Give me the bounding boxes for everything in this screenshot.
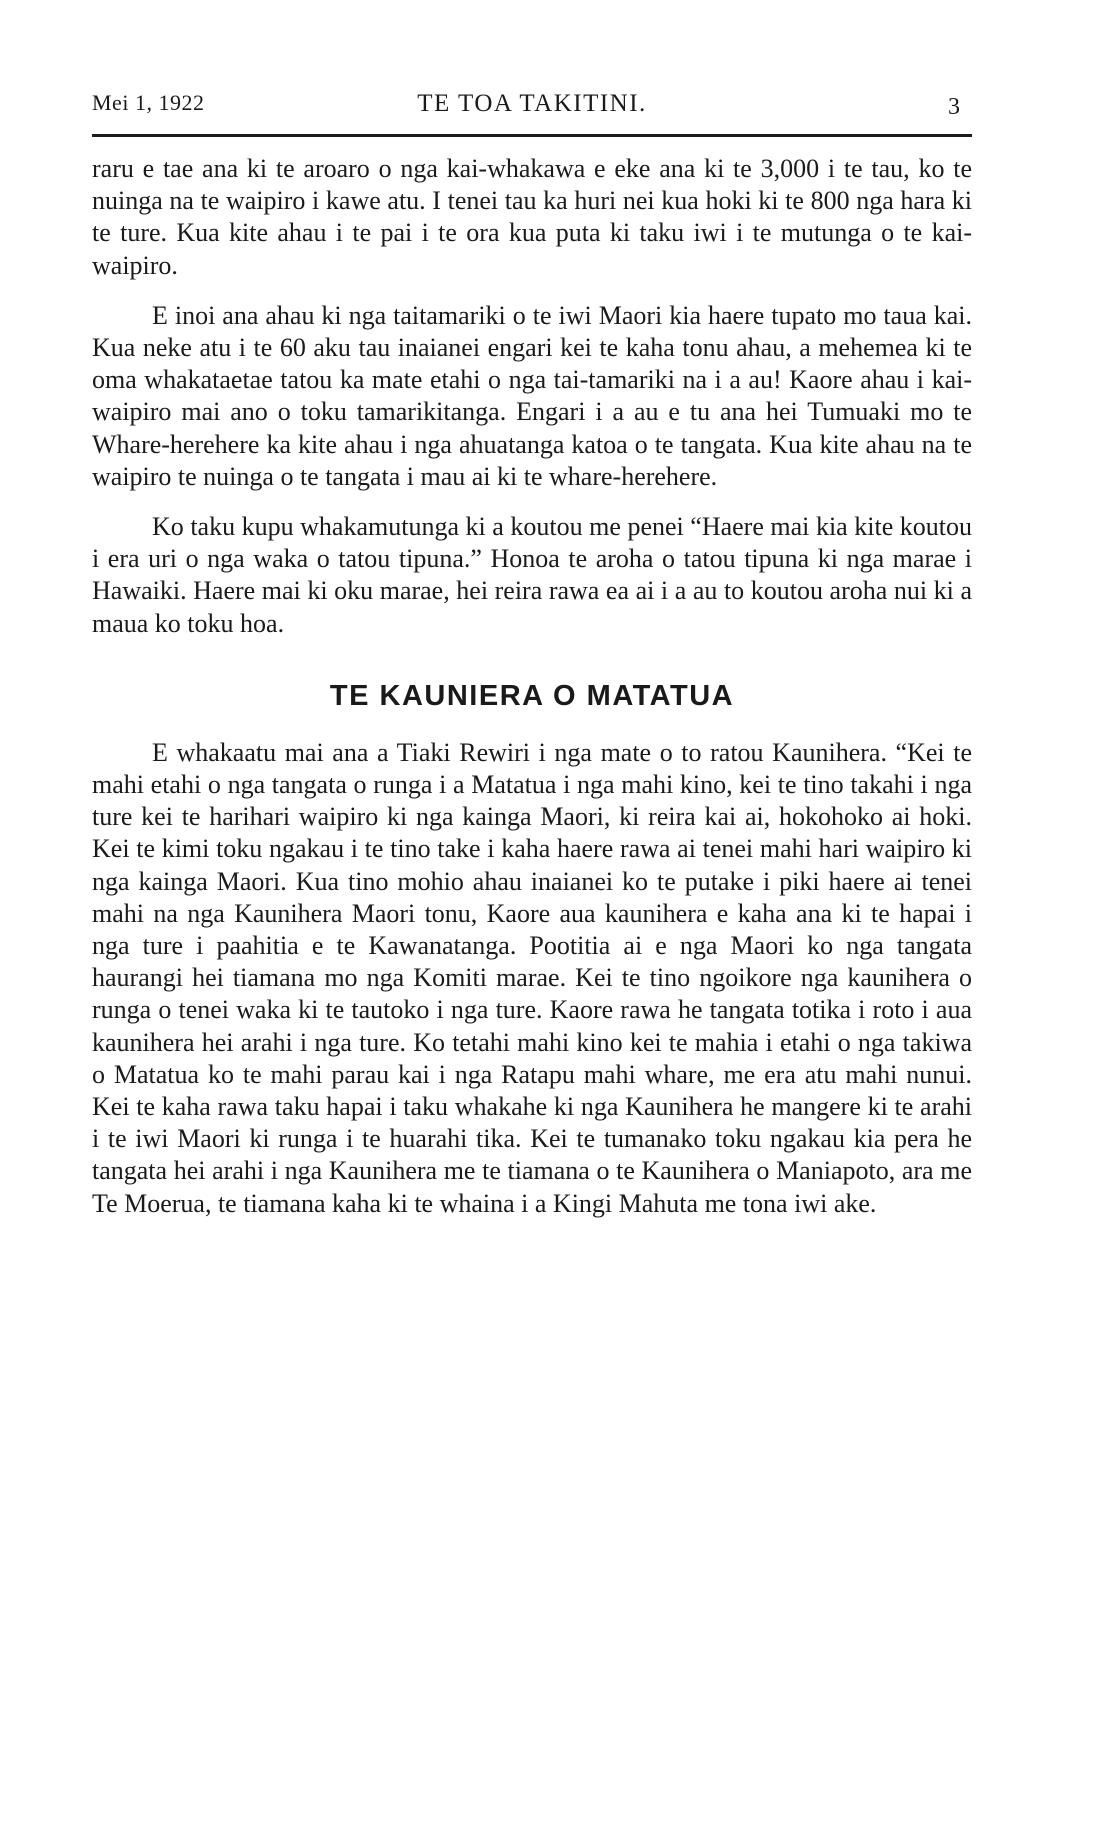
running-header [92, 84, 972, 124]
paragraph: Ko taku kupu whakamutunga ki a koutou me penei “Haere mai kia kite koutou i era uri o nga waka o tatou tipuna.” Honoa te aroha o tatou tipuna ki nga marae i Hawaiki. Haere mai ki oku marae, hei reira rawa ea ai i a au to koutou aroha nui ki a maua ko toku hoa. [92, 512, 972, 638]
paragraph: E whakaatu mai ana a Tiaki Rewiri i nga mate o to ratou Kaunihera. “Kei te mahi etahi o nga tangata o runga i a Matatua i nga mahi kino, kei te tino takahi i nga ture kei te harihari waipiro ki nga kainga Maori, ki reira kai ai, hokohoko ai hoki. Kei te kimi toku ngakau i te tino take i kaha haere rawa ai tenei mahi hari waipiro ki nga kainga Maori. Kua tino mohio ahau inaianei ko te putake i piki haere ai tenei mahi na nga Kaunihera Maori tonu, Kaore aua kaunihera e kaha ana ki te hapai i nga ture i paahitia e te Kawanatanga. Pootitia ai e nga Maori ko nga tangata haurangi hei tiamana mo nga Komiti marae. Kei te tino ngoikore nga kaunihera o runga o tenei waka ki te tautoko i nga ture. Kaore rawa he tangata totika i roto i aua kaunihera hei arahi i nga ture. Ko tetahi mahi kino kei te mahia i etahi o nga takiwa o Matatua ko te mahi parau kai i nga Ratapu mahi whare, me era atu mahi nunui. Kei te kaha rawa taku hapai i taku whakahe ki nga Kaunihera he mangere ki te arahi i te iwi Maori ki runga i te huarahi tika. Kei te tumanako toku ngakau kia pera he tangata hei arahi i nga Kaunihera me te tiamana o te Kaunihera o Maniapoto, ara me Te Moerua, te tiamana kaha ki te whaina i a Kingi Mahuta me tona iwi ake. [92, 737, 972, 1218]
section-heading: TE KAUNIERA O MATATUA [329, 679, 735, 712]
header-date: Mei 1, 1922 [92, 90, 205, 115]
page-number: 3 [948, 94, 960, 120]
section-continuation [92, 153, 972, 640]
header-rule [92, 134, 972, 137]
paragraph: E inoi ana ahau ki nga taitamariki o te iwi Maori kia haere tupato mo taua kai. Kua neke atu i te 60 aku tau inaianei engari kei te kaha tonu ahau, a mehemea ki te oma whakataetae tatou ka mate etahi o nga tai-tamariki na i a au! Kaore ahau i kai-waipiro mai ano o toku tamarikitanga. Engari i a au e tu ana hei Tumuaki mo te Whare-herehere ka kite ahau i nga ahuatanga katoa o te tangata. Kua kite ahau na te waipiro te nuinga o te tangata i mau ai ki te whare-herehere. [92, 300, 972, 491]
section-kaunihera-matatua [92, 737, 972, 1220]
page [92, 84, 972, 1238]
header-title: TE TOA TAKITINI. [417, 90, 647, 117]
paragraph: raru e tae ana ki te aroaro o nga kai-whakawa e eke ana ki te 3,000 i te tau, ko te nuinga na te waipiro i kawe atu. I tenei tau ka huri nei kua hoki ki te 800 nga hara ki te ture. Kua kite ahau i te pai i te ora kua puta ki taku iwi i te mutunga o te kai-waipiro. [92, 154, 972, 280]
